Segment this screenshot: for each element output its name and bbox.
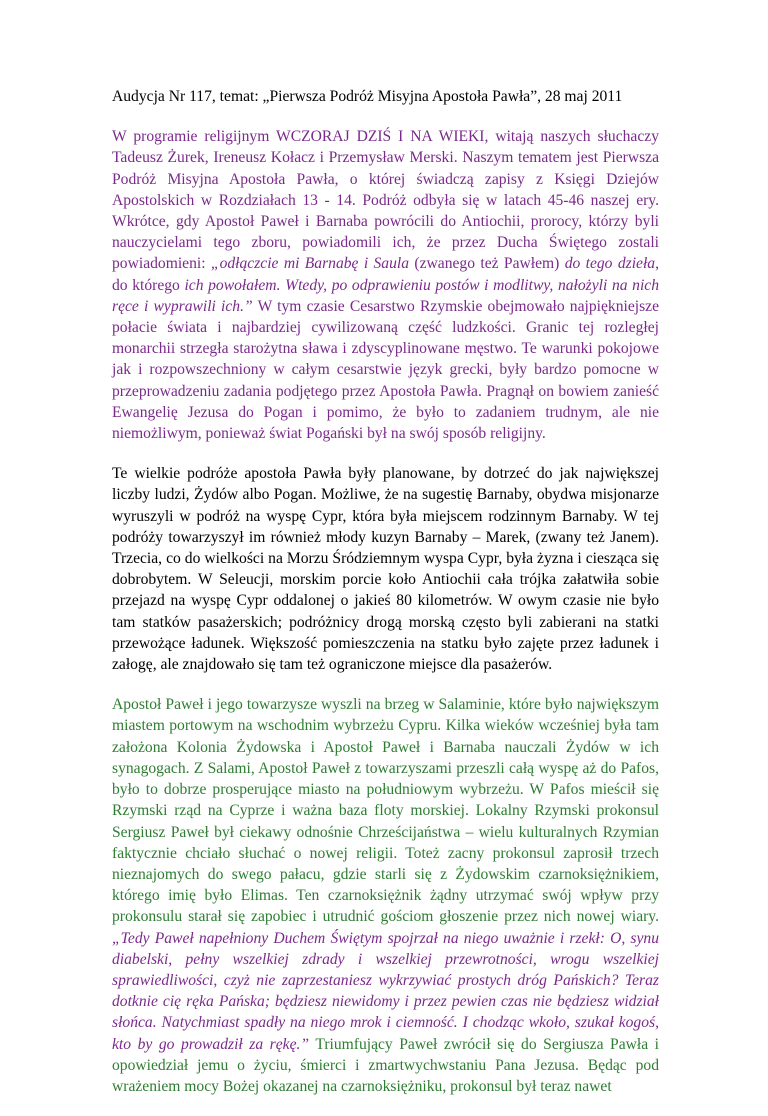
paragraph-introduction <box>112 126 659 444</box>
paragraph-salamis-and-pafos <box>112 694 659 1097</box>
paragraph-3-text-part-2: Triumfujący Paweł zwrócił się do Sergiusza Pawła i opowiedział jemu o życiu, śmierci i zmartwychwstaniu Pana Jezusa. Będąc pod wrażeniem mocy Bożej okazanej na czarnoksiężniku, prokonsul był teraz nawet <box>112 1035 659 1095</box>
document-page <box>112 86 659 1116</box>
paragraph-3-quote: „Tedy Paweł napełniony Duchem Świętym spojrzał na niego uważnie i rzekł: O, synu diabelski, pełny wszelkiej zdrady i wszelkiej przewrotności, wrogu wszelkiej sprawiedliwości, czyż nie zaprzestaniesz wykrzywiać prostych dróg Pańskich? Teraz dotknie cię ręka Pańska; będziesz niewidomy i przez pewien czas nie będziesz widział słońca. Natychmiast spadły na niego mrok i ciemność. I chodząc wkoło, szukał kogoś, kto by go prowadził za rękę.” <box>112 929 659 1053</box>
paragraph-journey-to-cyprus: Te wielkie podróże apostoła Pawła były planowane, by dotrzeć do jak największej liczby ludzi, Żydów albo Pogan. Możliwe, że na sugestię Barnaby, obydwa misjonarze wyruszyli w podróż na wyspę Cypr, która była miejscem rodzinnym Barnaby. W tej podróży towarzyszył im również młody kuzyn Barnaby – Marek, (zwany też Janem). Trzecia, co do wielkości na Morzu Śródziemnym wyspa Cypr, była żyzna i ciesząca się dobrobytem. W Seleucji, morskim porcie koło Antiochii cała trójka załatwiła sobie przejazd na wyspę Cypr oddalonej o jakieś 80 kilometrów. W owym czasie nie było tam statków pasażerskich; podróżnicy drogą morską często byli zabierani na statki przewożące ładunek. Większość pomieszczenia na statku było zajęte przez ładunek i załogę, ale znajdowało się tam też ograniczone miejsce dla pasażerów. <box>112 465 659 674</box>
document-heading: Audycja Nr 117, temat: „Pierwsza Podróż Misyjna Apostoła Pawła”, 28 maj 2011 <box>112 88 623 105</box>
paragraph-1-quote-1: „odłączcie mi Barnabę i Saula <box>210 255 410 273</box>
paragraph-1-quote-2: do tego dzieła <box>564 255 656 273</box>
paragraph-3-text-part-1: Apostoł Paweł i jego towarzysze wyszli na brzeg w Salaminie, które było największym miastem portowym na wschodnim wybrzeżu Cypru. Kilka wieków wcześniej była tam założona Kolonia Żydowska i Apostoł Paweł i Barnaba nauczali Żydów w ich synagogach. Z Salami, Apostoł Paweł z towarzyszami przeszli całą wyspę aż do Pafos, było to dobrze prosperujące miasto na południowym wybrzeżu. W Pafos mieścił się Rzymski rząd na Cyprze i ważna baza floty morskiej. Lokalny Rzymski prokonsul Sergiusz Paweł był ciekawy odnośnie Chrześcijaństwa – wielu kulturalnych Rzymian faktycznie chciało słuchać o nowej religii. Toteż zacny prokonsul zaprosił trzech nieznajomych do swego pałacu, gdzie starli się z Żydowskim czarnoksiężnikiem, którego imię było Elimas. Ten czarnoksiężnik żądny utrzymać swój wpływ przy prokonsulu starał się zapobiec i utrudnić gościom głoszenie przez nich nowej wiary. <box>112 696 659 926</box>
paragraph-1-text-part-3: , do którego <box>112 255 659 294</box>
paragraph-1-text-part-1: W programie religijnym WCZORAJ DZIŚ I NA WIEKI, witają naszych słuchaczy Tadeusz Żurek, Ireneusz Kołacz i Przemysław Merski. Naszym tematem jest Pierwsza Podróż Misyjna Apostoła Pawła, o której świadczą zapisy z Księgi Dziejów Apostolskich w Rozdziałach 13 - 14. Podróż odbyła się w latach 45-46 naszej ery. Wkrótce, gdy Apostoł Paweł i Barnaba powrócili do Antiochii, prorocy, którzy byli nauczycielami tego zboru, powiadomili ich, że przez Ducha Świętego zostali powiadomieni: <box>112 128 659 273</box>
paragraph-1-quote-3: ich powołałem. Wtedy, po odprawieniu postów i modlitwy, nałożyli na nich ręce i wyprawili ich.” <box>112 276 659 315</box>
paragraph-1-text-part-4: W tym czasie Cesarstwo Rzymskie obejmowało najpiękniejsze połacie świata i najbardziej cywilizowaną część ludzkości. Granic tej rozległej monarchii strzegła starożytna sława i zdyscyplinowane męstwo. Te warunki pokojowe jak i rozpowszechniony w całym cesarstwie język grecki, były bardzo pomocne w przeprowadzeniu zadania podjętego przez Apostoła Pawła. Pragnął on bowiem zanieść Ewangelię Jezusa do Pogan i pomimo, że było to zadaniem trudnym, ale nie niemożliwym, ponieważ świat Pogański był na swój sposób religijny. <box>112 297 659 443</box>
paragraph-1-text-part-2: (zwanego też Pawłem) <box>409 255 565 273</box>
